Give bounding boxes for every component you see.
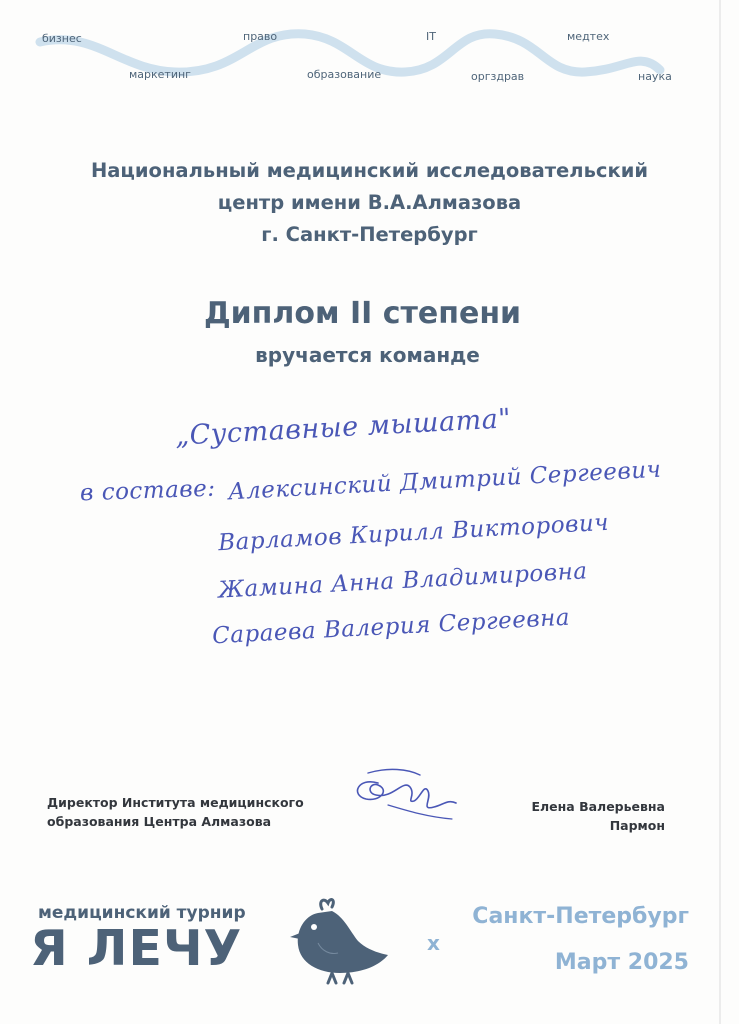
signatory-position-line-1: Директор Института медицинского: [47, 795, 304, 810]
signatory-position-line-2: образования Центра Алмазова: [47, 814, 272, 829]
signatory-name: [531, 797, 665, 835]
bird-logo-icon: [288, 893, 398, 985]
footer-city: Санкт-Петербург: [472, 904, 689, 929]
signature: [348, 765, 463, 825]
diploma-title: Диплом II степени: [203, 296, 522, 331]
signatory-position: [47, 793, 304, 831]
page-edge: [719, 0, 721, 1024]
member-3: Жамина Анна Владимировна: [217, 558, 589, 604]
footer-date: Март 2025: [554, 950, 689, 975]
institution-city: г. Санкт-Петербург: [261, 223, 478, 246]
topic-medtech: медтех: [567, 30, 610, 43]
topic-business: бизнес: [42, 32, 82, 45]
topic-science: наука: [638, 70, 672, 83]
institution-header: [0, 155, 739, 251]
topic-healthcare-org: оргздрав: [471, 70, 525, 83]
member-1: Алексинский Дмитрий Сергеевич: [227, 456, 663, 506]
cross-separator: x: [427, 931, 440, 955]
topic-marketing: маркетинг: [129, 68, 191, 81]
tournament-logo-text: Я ЛЕЧУ: [30, 920, 243, 977]
signatory-name-line-1: Елена Валерьевна: [531, 799, 665, 814]
institution-line-2: центр имени В.А.Алмазова: [217, 191, 522, 214]
topic-law: право: [243, 30, 278, 43]
institution-line-1: Национальный медицинский исследовательский: [90, 159, 649, 182]
wave-lines-icon: [0, 0, 739, 100]
diploma-subtitle: вручается команде: [255, 343, 480, 367]
member-2: Варламов Кирилл Викторович: [217, 509, 610, 557]
member-4: Сараева Валерия Сергеевна: [211, 604, 571, 650]
tournament-label: медицинский турнир: [38, 903, 246, 923]
composition-label: в составе:: [79, 475, 216, 507]
topic-education: образование: [307, 68, 382, 81]
topic-it: IT: [426, 30, 436, 43]
signatory-name-line-2: Пармон: [609, 818, 665, 833]
team-name: „Суставные мышата": [174, 403, 512, 452]
